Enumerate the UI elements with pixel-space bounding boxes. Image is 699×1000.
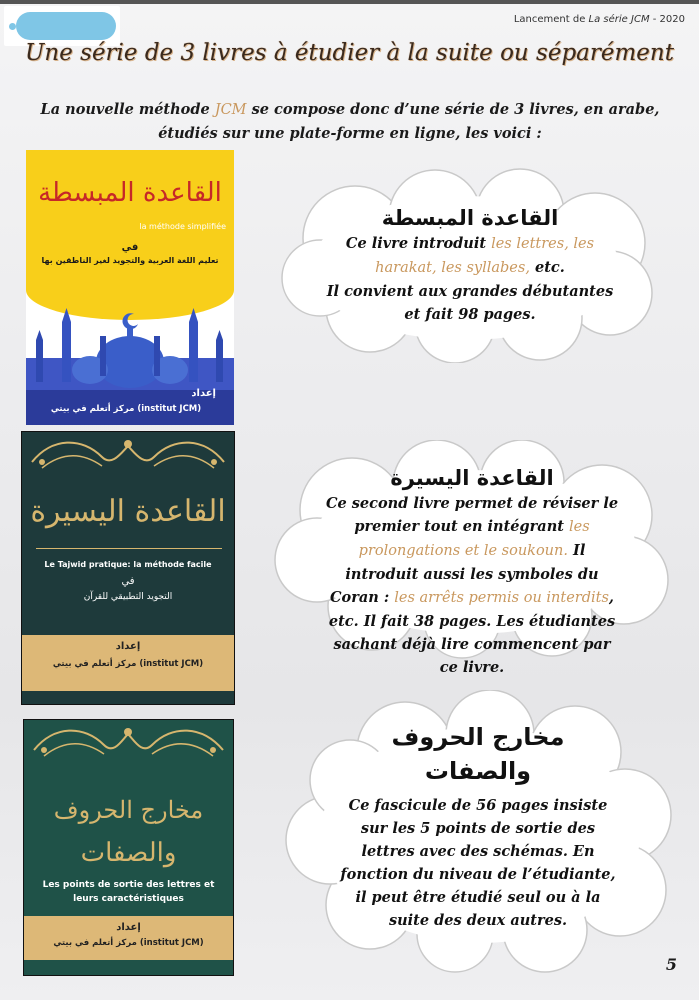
cover-divider bbox=[36, 548, 222, 549]
cover-arabic-title-line-1: مخارج الحروف bbox=[53, 796, 204, 824]
intro-highlight: JCM bbox=[214, 102, 247, 118]
desc-highlight: les lettres, les harakat, les syllabes, bbox=[375, 236, 595, 276]
book-cover-3 bbox=[23, 719, 234, 976]
description-arabic-title: القاعدة المبسطة bbox=[381, 206, 559, 230]
header-note bbox=[514, 14, 685, 25]
cover-arabic-title: القاعدة المبسطة bbox=[38, 178, 222, 208]
desc-highlight: les arrêts permis ou interdits bbox=[394, 590, 609, 606]
desc-highlight: les prolongations et le soukoun. bbox=[358, 519, 590, 559]
cover-yellow-band bbox=[26, 150, 234, 320]
cover-subtitle: Les points de sortie des lettres et leurs caractéristiques bbox=[42, 880, 215, 904]
logo-blob bbox=[16, 12, 116, 40]
cover-prepared-by: إعداد bbox=[116, 922, 141, 933]
desc-text: , etc. Il fait 38 pages. Les étudiantes sachant déjà lire commencent par ce livre. bbox=[328, 589, 616, 676]
desc-text: Ce livre introduit bbox=[345, 235, 492, 252]
description-paragraph: Ce fascicule de 56 pages insiste sur les 5 points de sortie des lettres avec des schémas. En fonction du niveau de l’étudiante, il peut être étudié seul ou à la suite des deux autres. bbox=[340, 797, 616, 929]
cover-fi: في bbox=[121, 576, 135, 587]
description-text-2 bbox=[322, 464, 622, 679]
cover-fi: في bbox=[121, 242, 139, 253]
desc-text: etc. bbox=[529, 259, 565, 276]
cover-arabic-title: القاعدة اليسيرة bbox=[30, 494, 226, 529]
description-arabic-title-line-1: مخارج الحروف bbox=[391, 723, 565, 751]
page-number: 5 bbox=[665, 955, 677, 974]
header-note-prefix: Lancement de bbox=[513, 14, 589, 25]
description-text-3 bbox=[333, 720, 623, 932]
cover-subtitle: Le Tajwid pratique: la méthode facile bbox=[44, 560, 212, 569]
intro-text-1: La nouvelle méthode bbox=[40, 101, 215, 118]
cover-description: التجويد التطبيقي للقرآن bbox=[83, 592, 173, 602]
cover-description: تعليم اللغة العربية والتجويد لغير الناطقين بها bbox=[41, 256, 219, 265]
description-paragraph: Il convient aux grandes débutantes et fait 98 pages. bbox=[326, 283, 614, 323]
page-title: Une série de 3 livres à étudier à la suite ou séparément bbox=[25, 40, 674, 66]
cover-prepared-by: إعداد bbox=[191, 388, 216, 399]
description-arabic-title-line-2: والصفات bbox=[424, 757, 532, 785]
intro-paragraph bbox=[30, 98, 670, 146]
header-note-year: - 2020 bbox=[649, 14, 685, 25]
cover-institute: مركز أتعلم في بيتي (institut JCM) bbox=[53, 938, 204, 948]
description-cloud-2 bbox=[272, 440, 672, 676]
cover-prepared-by: إعداد bbox=[115, 641, 141, 652]
header-note-series: La série JCM bbox=[588, 14, 650, 25]
description-cloud-3 bbox=[275, 690, 675, 975]
desc-text: Ce second livre permet de réviser le premier tout en intégrant bbox=[325, 495, 619, 535]
intro-text-2: se compose donc d’une série de 3 livres, en arabe, étudiés sur une plate-forme en ligne, les voici : bbox=[158, 101, 660, 142]
cover-arabic-title-line-2: والصفات bbox=[80, 838, 177, 868]
logo-dot bbox=[9, 23, 16, 30]
book-cover-1 bbox=[26, 150, 234, 425]
desc-text: Il introduit aussi les symboles du Coran : bbox=[330, 542, 599, 606]
cover-footer-panel bbox=[22, 635, 234, 691]
description-paragraph bbox=[325, 232, 615, 280]
mosque-illustration bbox=[26, 300, 234, 395]
gold-ornament bbox=[22, 432, 234, 492]
gold-ornament bbox=[24, 720, 233, 780]
description-text-1 bbox=[325, 204, 615, 326]
cover-subtitle: la méthode simplifiée bbox=[139, 222, 226, 231]
cover-institute: مركز أتعلم في بيتي (institut JCM) bbox=[50, 404, 202, 414]
description-paragraph bbox=[322, 492, 622, 679]
cover-institute: مركز أتعلم في بيتي (institut JCM) bbox=[52, 659, 204, 669]
book-cover-2 bbox=[21, 431, 235, 705]
description-cloud-1 bbox=[275, 168, 660, 363]
top-border bbox=[0, 0, 699, 4]
cover-footer-panel bbox=[24, 916, 233, 960]
description-arabic-title: القاعدة اليسيرة bbox=[390, 466, 554, 490]
